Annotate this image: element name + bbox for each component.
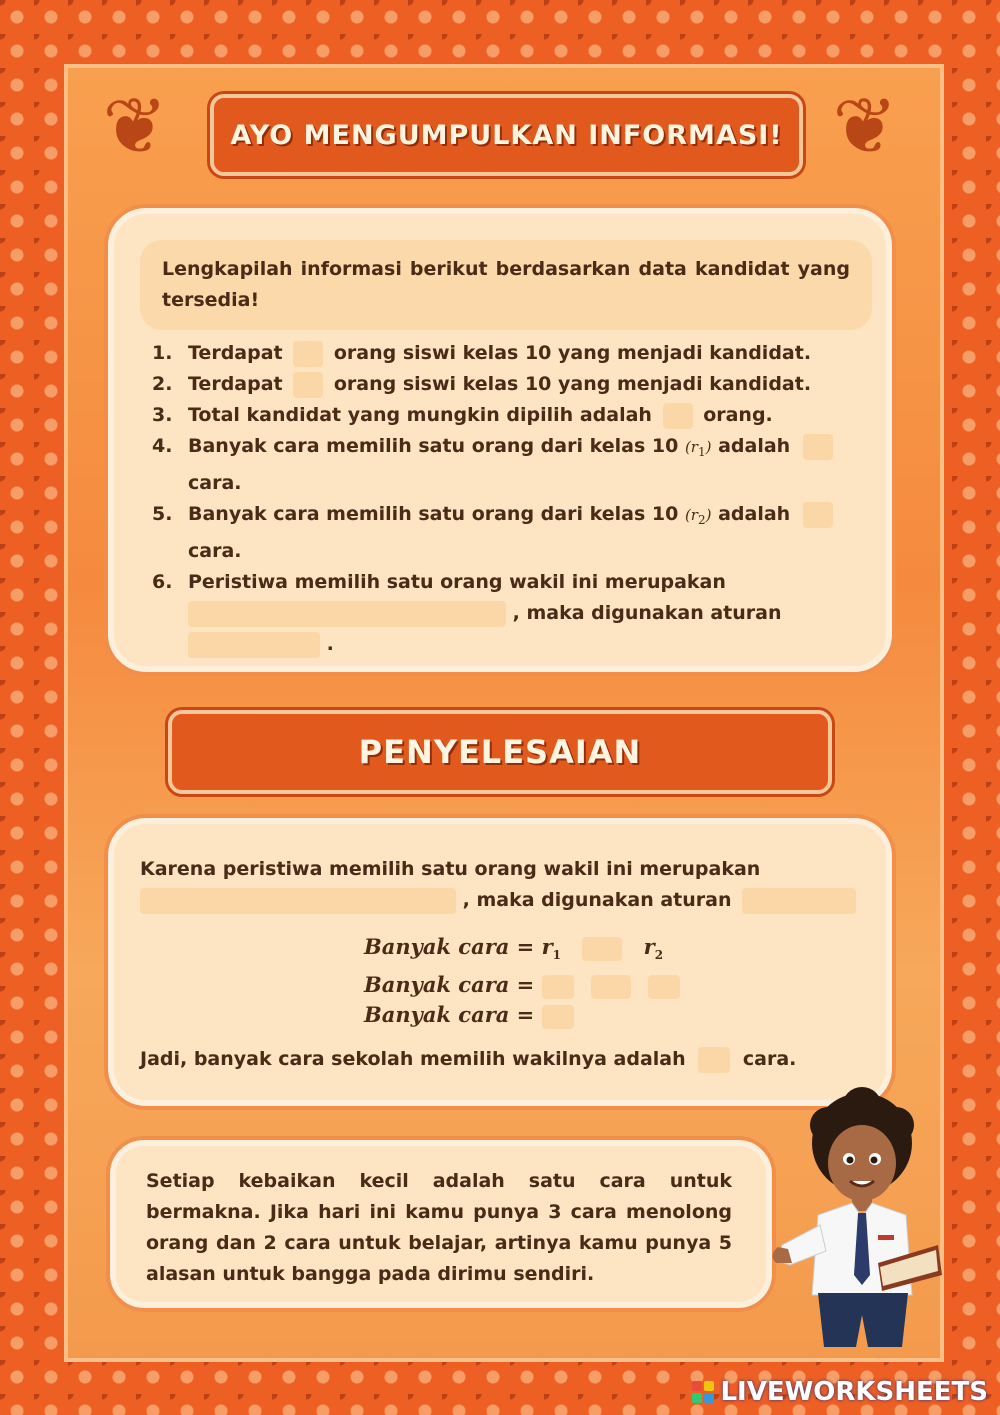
answer-blank[interactable] xyxy=(293,372,323,398)
answer-blank-wide[interactable] xyxy=(188,601,506,627)
liveworksheets-logo-icon xyxy=(692,1381,714,1403)
answer-blank[interactable] xyxy=(542,975,574,999)
list-item: 5. Banyak cara memilih satu orang dari kelas 10 $(r_2)$ adalah cara. xyxy=(152,499,852,567)
header-banner xyxy=(210,94,803,176)
answer-blank-wide[interactable] xyxy=(140,888,456,914)
header-title: AYO MENGUMPULKAN INFORMASI! xyxy=(230,119,783,151)
floral-ornament-icon: ❦ xyxy=(102,82,168,172)
answer-blank[interactable] xyxy=(698,1047,730,1073)
answer-blank[interactable] xyxy=(648,975,680,999)
solution-banner xyxy=(168,710,832,794)
answer-blank[interactable] xyxy=(663,403,693,429)
info-card xyxy=(108,208,892,672)
list-item: 4. Banyak cara memilih satu orang dari kelas 10 $(r_1)$ adalah cara. xyxy=(152,431,852,499)
solution-title: PENYELESAIAN xyxy=(358,733,642,771)
equation-line: Banyak cara = xyxy=(364,970,680,1000)
answer-blank[interactable] xyxy=(803,502,833,528)
operator-blank[interactable] xyxy=(591,975,631,999)
equation-line: Banyak cara = xyxy=(364,1000,680,1030)
solution-card xyxy=(108,818,892,1106)
motivation-card xyxy=(110,1140,772,1308)
list-item: 6. Peristiwa memilih satu orang wakil ini merupakan , maka digunakan aturan . xyxy=(152,567,852,660)
floral-ornament-icon: ❦ xyxy=(832,82,898,172)
answer-blank[interactable] xyxy=(188,632,320,658)
motivation-text: Setiap kebaikan kecil adalah satu cara untuk bermakna. Jika hari ini kamu punya 3 cara menolong orang dan 2 cara untuk belajar, artinya kamu punya 5 alasan untuk bangga pada dirimu sendiri. xyxy=(146,1170,732,1285)
answer-blank[interactable] xyxy=(742,888,856,914)
conclusion-text: Jadi, banyak cara sekolah memilih wakilnya adalah cara. xyxy=(140,1044,796,1075)
equation-line: Banyak cara = $r_1$ $r_2$ xyxy=(364,934,664,963)
answer-blank[interactable] xyxy=(293,341,323,367)
list-item: 2. Terdapat orang siswi kelas 10 yang menjadi kandidat. xyxy=(152,369,852,400)
student-boy-illustration xyxy=(770,1085,950,1350)
operator-blank[interactable] xyxy=(582,937,622,961)
answer-blank[interactable] xyxy=(542,1005,574,1029)
equation-block xyxy=(364,932,680,1030)
watermark: LIVEWORKSHEETS xyxy=(692,1377,988,1407)
list-item: 1. Terdapat orang siswi kelas 10 yang menjadi kandidat. xyxy=(152,338,852,369)
question-list xyxy=(152,338,852,660)
instruction-text: Lengkapilah informasi berikut berdasarkan data kandidat yang tersedia! xyxy=(140,240,872,330)
list-item: 3. Total kandidat yang mungkin dipilih adalah orang. xyxy=(152,400,852,431)
solution-text: Karena peristiwa memilih satu orang wakil ini merupakan , maka digunakan aturan xyxy=(140,854,870,916)
answer-blank[interactable] xyxy=(803,434,833,460)
